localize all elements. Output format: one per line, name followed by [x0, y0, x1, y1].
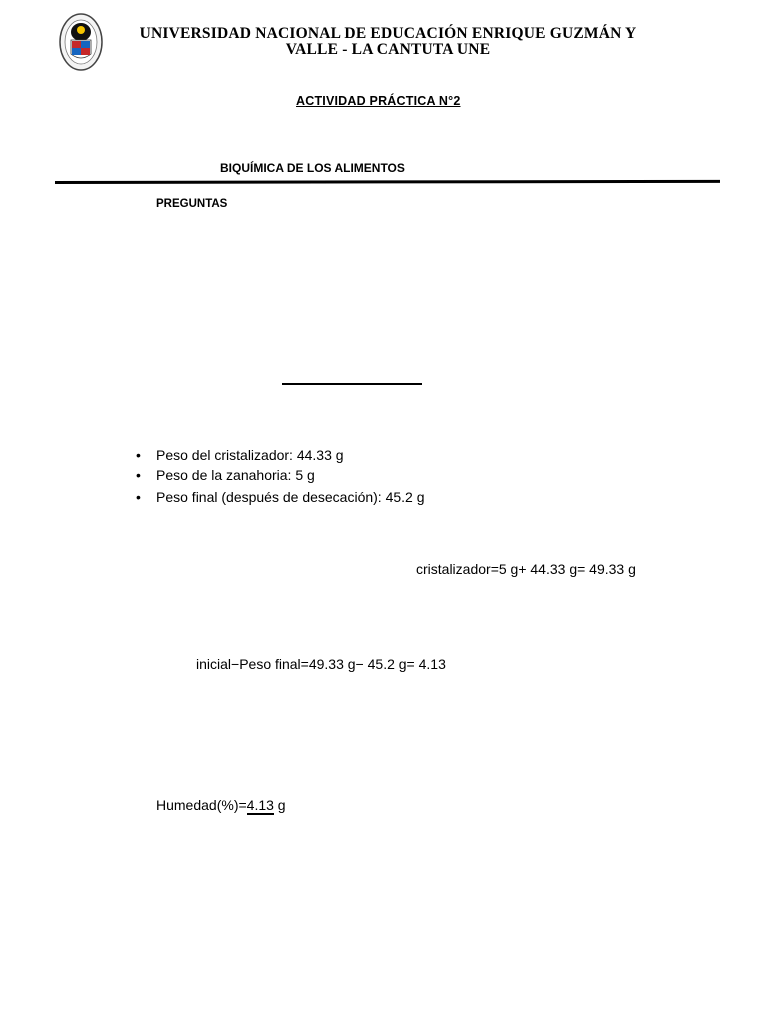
university-name: UNIVERSIDAD NACIONAL DE EDUCACIÓN ENRIQUE GUZMÁN Y VALLE - LA CANTUTA UNE: [139, 25, 637, 58]
list-item: • Peso del cristalizador: 44.33 g: [136, 446, 425, 466]
section-label: PREGUNTAS: [156, 198, 228, 210]
humidity-equation: [156, 797, 286, 813]
humidity-value: 4.13: [246, 797, 274, 813]
university-logo: [58, 12, 104, 72]
course-title: BIQUÍMICA DE LOS ALIMENTOS: [220, 161, 405, 175]
list-item: • Peso final (después de desecación): 45.2 g: [136, 488, 425, 508]
activity-title: ACTIVIDAD PRÁCTICA N°2: [296, 94, 461, 108]
humidity-unit: g: [273, 797, 286, 813]
header-divider: [55, 180, 720, 184]
list-item: • Peso de la zanahoria: 5 g: [136, 466, 425, 486]
weight-loss-equation: inicial−Peso final=49.33 g− 45.2 g= 4.13: [196, 656, 446, 672]
data-list: [136, 446, 425, 508]
humidity-label: Humedad(%)=: [156, 797, 247, 813]
short-divider: [282, 383, 422, 385]
crystallizer-equation: cristalizador=5 g+ 44.33 g= 49.33 g: [416, 561, 636, 577]
